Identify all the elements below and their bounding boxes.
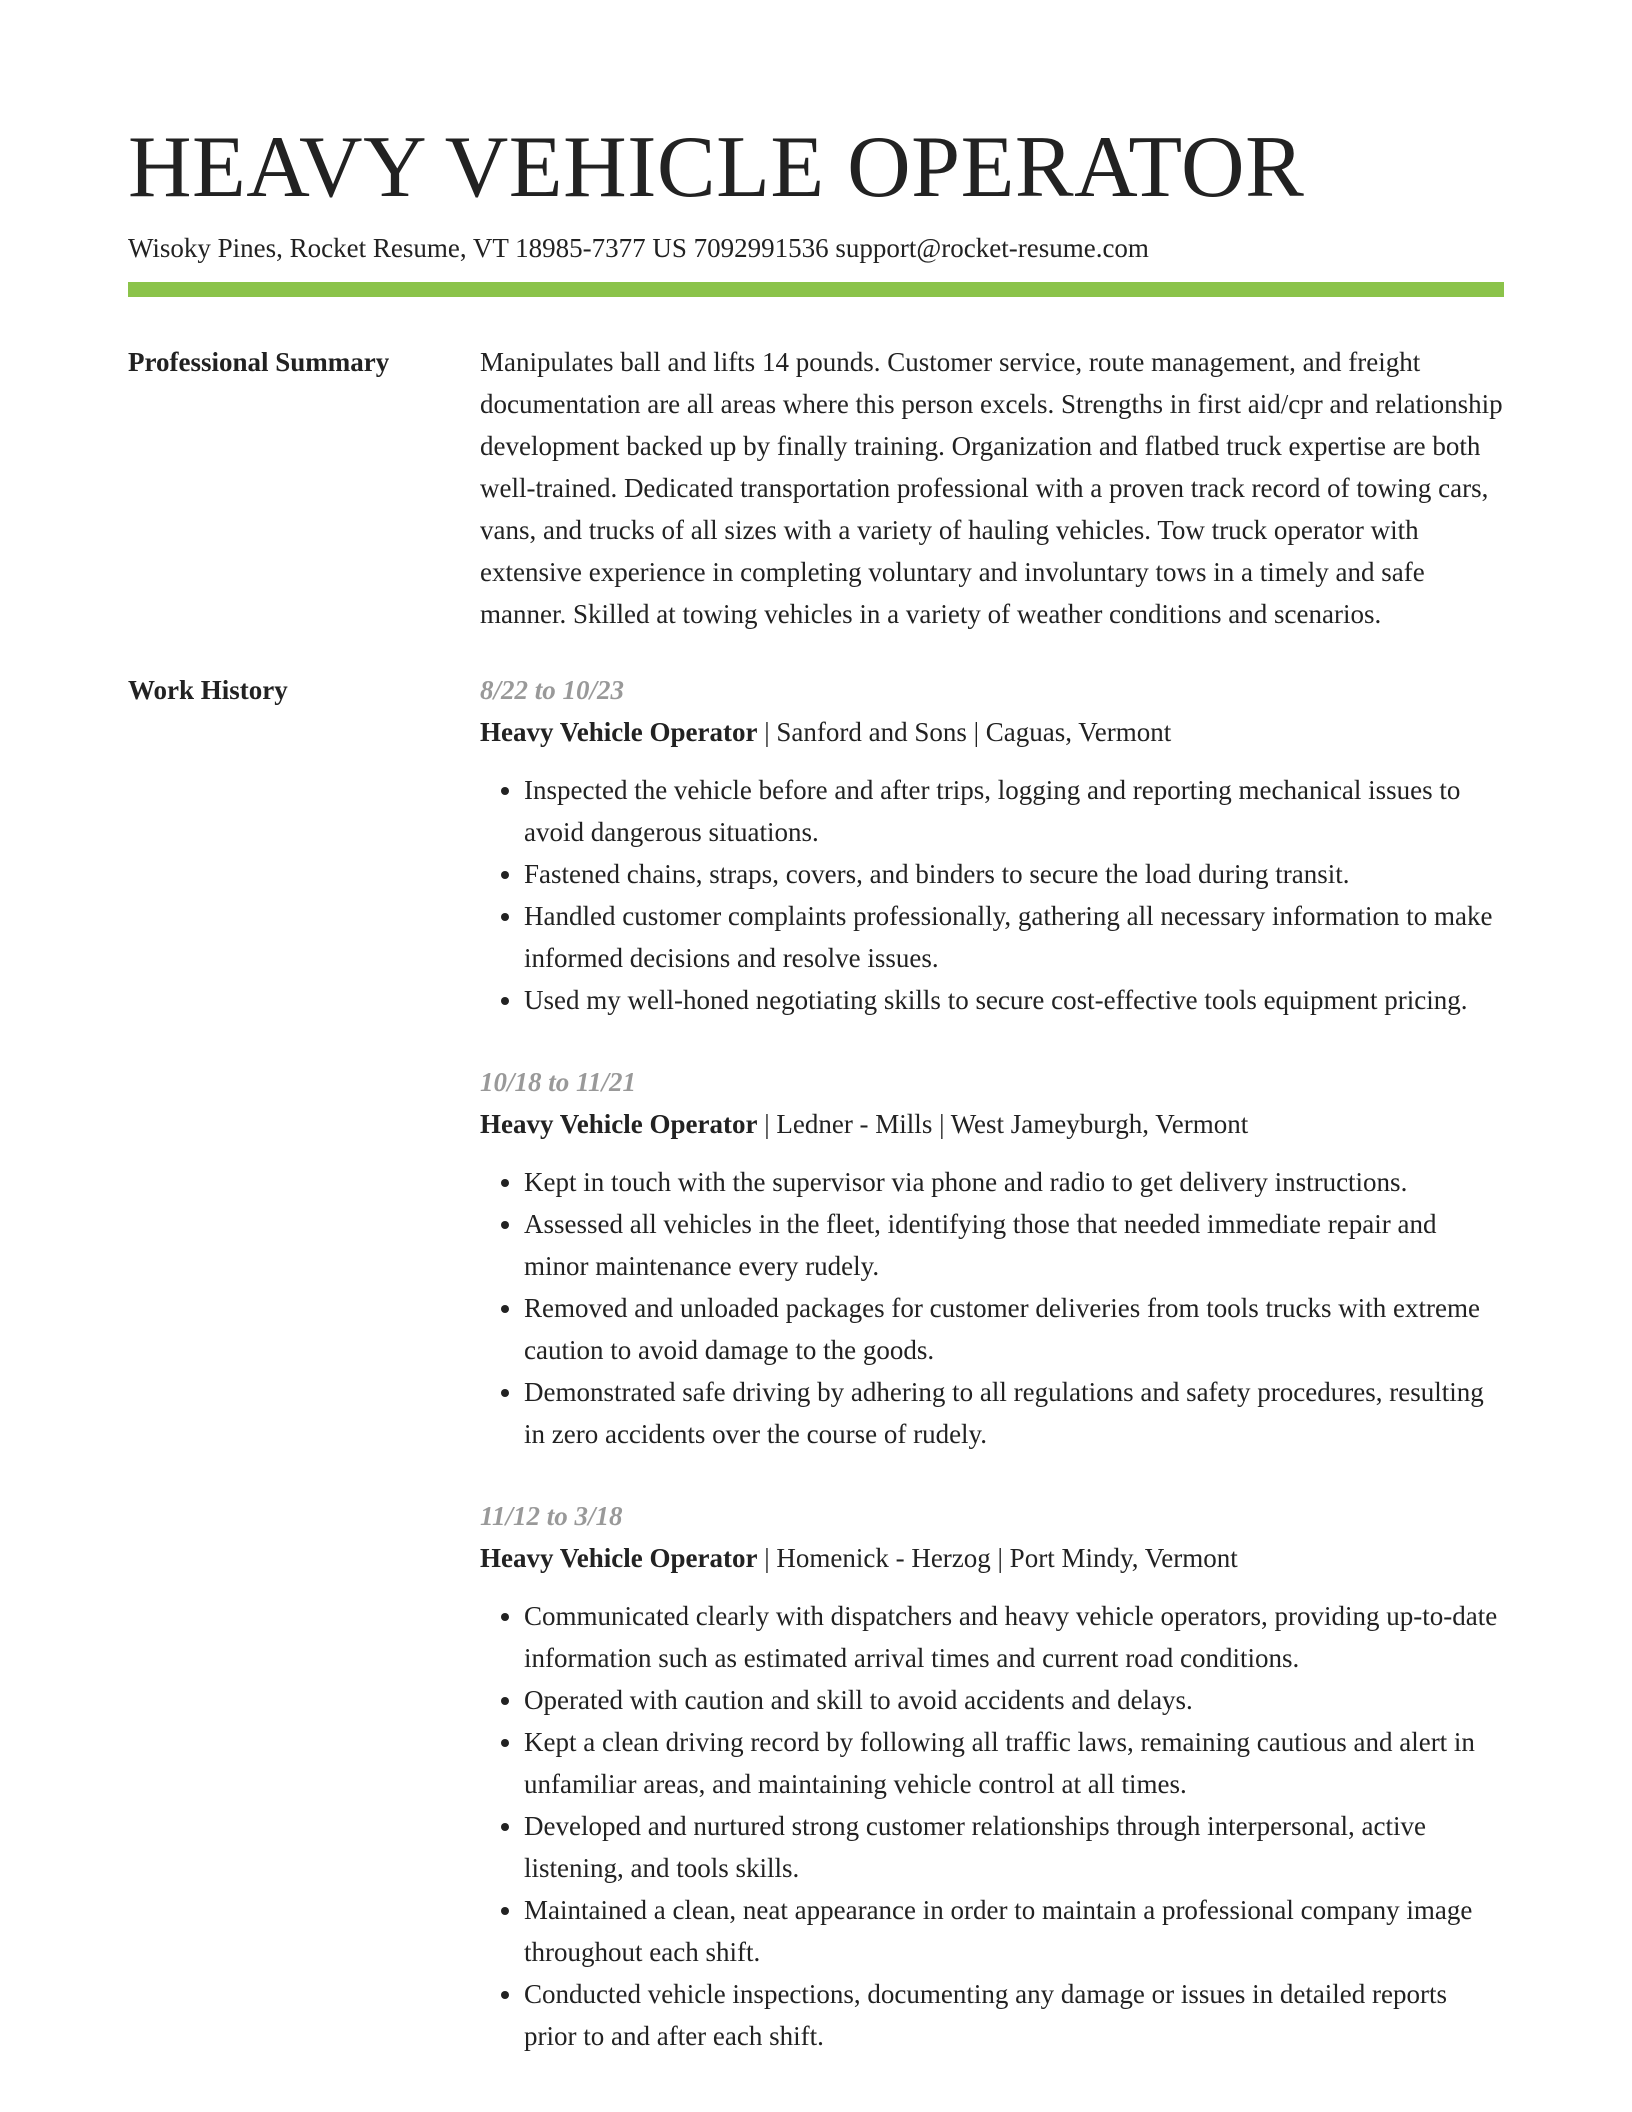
job-bullet-list: [480, 1595, 1504, 2057]
summary-text: Manipulates ball and lifts 14 pounds. Customer service, route management, and freight documentation are all areas where this person excels. Strengths in first aid/cpr and relationship development backed up by finally training. Organization and flatbed truck expertise are both well-trained. Dedicated transportation professional with a proven track record of towing cars, vans, and trucks of all sizes with a variety of hauling vehicles. Tow truck operator with extensive experience in completing voluntary and involuntary tows in a timely and safe manner. Skilled at towing vehicles in a variety of weather conditions and scenarios.: [480, 347, 1503, 629]
resume-page: [128, 0, 1504, 2097]
job-employer-location: | Ledner - Mills | West Jameyburgh, Vermont: [757, 1109, 1249, 1139]
job-bullet: • Fastened chains, straps, covers, and binders to secure the load during transit.: [524, 853, 1504, 895]
job-dates: 10/18 to 11/21: [480, 1067, 637, 1097]
summary-heading: Professional Summary: [128, 347, 390, 377]
job-bullet: • Demonstrated safe driving by adhering to all regulations and safety procedures, resulting in zero accidents over the course of rudely.: [524, 1371, 1504, 1455]
job-bullet: • Inspected the vehicle before and after trips, logging and reporting mechanical issues to avoid dangerous situations.: [524, 769, 1504, 853]
job-employer-location: | Homenick - Herzog | Port Mindy, Vermont: [757, 1543, 1238, 1573]
page-title: HEAVY VEHICLE OPERATOR: [128, 119, 1305, 216]
job-bullet: • Kept in touch with the supervisor via phone and radio to get delivery instructions.: [524, 1161, 1504, 1203]
job-bullet: • Removed and unloaded packages for customer deliveries from tools trucks with extreme caution to avoid damage to the goods.: [524, 1287, 1504, 1371]
job-dates: 8/22 to 10/23: [480, 675, 625, 705]
job-bullet-list: [480, 769, 1504, 1021]
job-bullet: • Handled customer complaints professionally, gathering all necessary information to make informed decisions and resolve issues.: [524, 895, 1504, 979]
job-bullet: • Communicated clearly with dispatchers and heavy vehicle operators, providing up-to-date information such as estimated arrival times and current road conditions.: [524, 1595, 1504, 1679]
work-history-heading: Work History: [128, 675, 288, 705]
work-history-section: [128, 669, 1504, 2097]
job-bullet: • Conducted vehicle inspections, documenting any damage or issues in detailed reports prior to and after each shift.: [524, 1973, 1504, 2057]
job-bullet: • Operated with caution and skill to avoid accidents and delays.: [524, 1679, 1504, 1721]
job-title: Heavy Vehicle Operator: [480, 1109, 758, 1139]
job-title: Heavy Vehicle Operator: [480, 1543, 758, 1573]
job-entry: [480, 669, 1504, 1021]
job-title-line: [480, 711, 1504, 753]
contact-line: Wisoky Pines, Rocket Resume, VT 18985-7377 US 7092991536 support@rocket-resume.com: [128, 233, 1149, 263]
summary-section: [128, 341, 1504, 635]
job-title: Heavy Vehicle Operator: [480, 717, 758, 747]
job-bullet: • Kept a clean driving record by following all traffic laws, remaining cautious and alert in unfamiliar areas, and maintaining vehicle control at all times.: [524, 1721, 1504, 1805]
job-entry: [480, 1061, 1504, 1455]
job-bullet-list: [480, 1161, 1504, 1455]
header-divider: [128, 282, 1504, 297]
work-history-body: [480, 669, 1504, 2097]
job-dates: 11/12 to 3/18: [480, 1501, 623, 1531]
job-bullet: • Assessed all vehicles in the fleet, identifying those that needed immediate repair and minor maintenance every rudely.: [524, 1203, 1504, 1287]
job-bullet: • Used my well-honed negotiating skills to secure cost-effective tools equipment pricing.: [524, 979, 1504, 1021]
job-bullet: • Maintained a clean, neat appearance in order to maintain a professional company image throughout each shift.: [524, 1889, 1504, 1973]
job-title-line: [480, 1537, 1504, 1579]
job-employer-location: | Sanford and Sons | Caguas, Vermont: [757, 717, 1172, 747]
job-title-line: [480, 1103, 1504, 1145]
job-bullet: • Developed and nurtured strong customer relationships through interpersonal, active listening, and tools skills.: [524, 1805, 1504, 1889]
job-entry: [480, 1495, 1504, 2057]
summary-body: [480, 341, 1504, 635]
